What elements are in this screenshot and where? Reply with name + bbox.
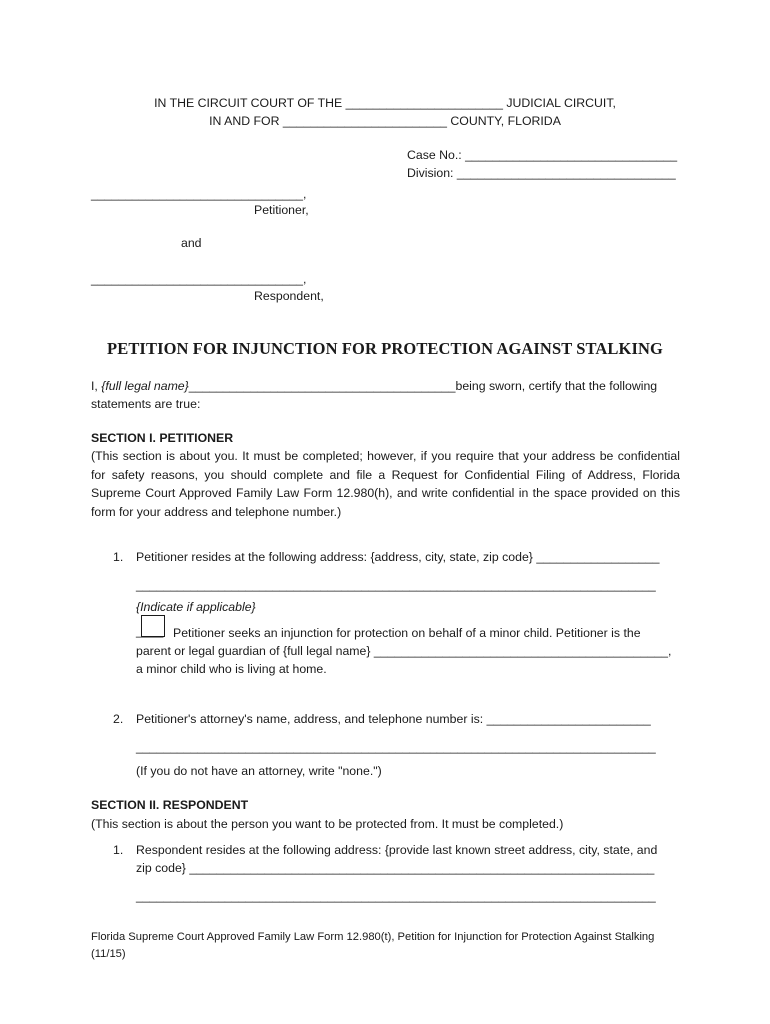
indicate-if-applicable: {Indicate if applicable}	[136, 600, 256, 614]
and-label: and	[181, 236, 202, 250]
section-2-heading: SECTION II. RESPONDENT	[91, 798, 249, 812]
intro-sworn-text: _______________________________________being sworn, certify that the following	[188, 379, 658, 393]
intro-prefix: I,	[91, 379, 102, 393]
section-2-description: (This section is about the person you want to be protected from. It must be completed.)	[91, 817, 564, 831]
minor-child-text-3: a minor child who is living at home.	[136, 662, 327, 676]
page-title: PETITION FOR INJUNCTION FOR PROTECTION AGAINST STALKING	[107, 339, 663, 358]
intro-full-name-hint: {full legal name}	[101, 379, 189, 393]
respondent-address-line-2: zip code} ____________________________________________________________________	[136, 861, 655, 875]
petitioner-name-line: _______________________________,	[91, 187, 307, 201]
minor-child-text-2: parent or legal guardian of {full legal name} ___________________________________________,	[136, 644, 672, 658]
respondent-label: Respondent,	[254, 289, 324, 303]
petitioner-address-line-2: ____________________________________________________________________________	[136, 578, 656, 592]
attorney-none-note: (If you do not have an attorney, write "none.")	[136, 764, 382, 778]
respondent-address-line-3: ____________________________________________________________________________	[136, 889, 656, 903]
respondent-address-prompt: Respondent resides at the following address: {provide last known street address, city, state, and	[136, 843, 658, 857]
petitioner-label: Petitioner,	[254, 203, 309, 217]
section-2-item-1-number: 1.	[113, 843, 124, 857]
court-line-2: IN AND FOR ________________________ COUNTY, FLORIDA	[209, 114, 561, 128]
footer-revision-date: (11/15)	[91, 948, 126, 960]
intro-line-1	[91, 377, 657, 395]
intro-line-2: statements are true:	[91, 397, 201, 411]
respondent-name-line: _______________________________,	[91, 272, 307, 286]
court-line-1: IN THE CIRCUIT COURT OF THE _______________________ JUDICIAL CIRCUIT,	[154, 96, 616, 110]
section-1-description: (This section is about you. It must be completed; however, if you require that your address be confidential for safety reasons, you should complete and file a Request for Confidential Filing of Address, Florida Supreme Court Approved Family Law Form 12.980(h), and write confidential in the space provided on this form for your address and telephone number.)	[91, 449, 680, 519]
footer-form-citation: Florida Supreme Court Approved Family Law Form 12.980(t), Petition for Injunction for Protection Against Stalking	[91, 931, 655, 943]
division-field: Division: ________________________________	[407, 166, 676, 180]
section-1-item-1-number: 1.	[113, 550, 124, 564]
section-1-heading: SECTION I. PETITIONER	[91, 431, 234, 445]
section-1-item-2-number: 2.	[113, 712, 124, 726]
minor-child-checkbox-blank: ____	[136, 624, 164, 638]
minor-child-text-1: Petitioner seeks an injunction for protection on behalf of a minor child. Petitioner is the	[173, 626, 641, 640]
attorney-info-prompt: Petitioner's attorney's name, address, and telephone number is: ________________________	[136, 712, 651, 726]
petitioner-address-prompt: Petitioner resides at the following address: {address, city, state, zip code} __________________	[136, 550, 660, 564]
case-number-field: Case No.: _______________________________	[407, 148, 678, 162]
attorney-info-line-2: ____________________________________________________________________________	[136, 740, 656, 754]
